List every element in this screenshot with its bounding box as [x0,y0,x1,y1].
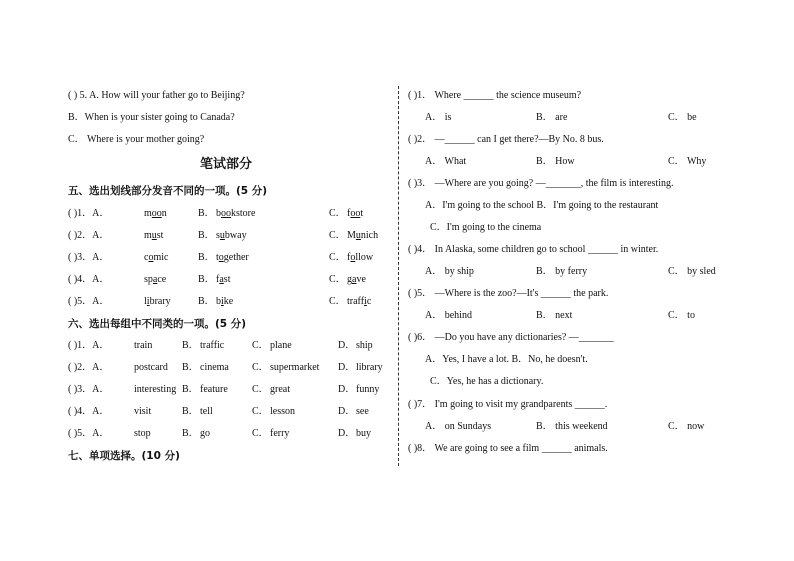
text-fragment: brary [149,296,171,307]
text-fragment: st [156,230,164,241]
text-fragment: u [219,230,225,241]
text-fragment: llow [355,252,374,263]
text-fragment: b [216,296,221,307]
right-q5-options [408,309,738,323]
sec6-row [68,405,388,419]
text-fragment: ( )2．A． [68,230,110,241]
sec6-row [68,339,388,353]
right-q7-stem: ( )7． I'm going to visit my grandparents ______. [408,399,608,410]
sec6-row [68,427,388,441]
text-fragment: b [216,208,221,219]
sec5-row [68,229,388,243]
text-fragment: kstore [231,208,256,219]
text-fragment: B． [198,252,215,263]
text-fragment: f [347,208,351,219]
text-fragment: B． How [536,156,575,167]
right-q7-options [408,420,738,434]
sec5-row [68,295,388,309]
text-fragment: l [144,296,147,307]
text-fragment: B． [182,428,199,439]
text-fragment: ve [356,274,366,285]
text-fragment: D． [338,362,356,373]
text-fragment: ( )5．A． [68,296,110,307]
text-fragment [144,295,171,309]
text-fragment: f [216,274,220,285]
text-fragment: t [360,208,364,219]
right-q3-stem: ( )3． —Where are you going? —_______, the film is interesting. [408,178,674,189]
text-fragment: sp [144,274,153,285]
text-fragment: B． [182,340,199,351]
text-fragment: ship [356,340,373,351]
written-section-title: 笔试部分 [200,157,253,172]
text-fragment: a [152,274,158,285]
text-fragment: tell [200,406,213,417]
text-fragment: B． by ferry [536,266,588,277]
section-7-title: 七、单项选择。(10 分) [68,450,180,462]
text-fragment: buy [356,428,371,439]
text-fragment: m [144,230,152,241]
text-fragment: B． [198,296,215,307]
sec5-row [68,273,388,287]
text-fragment: stop [134,428,151,439]
text-fragment: u [355,230,361,241]
text-fragment: nich [360,230,379,241]
sec5-option-a [144,207,167,221]
text-fragment: ( )4．A． [68,406,110,417]
text-fragment [144,251,168,265]
text-fragment: ferry [270,428,290,439]
text-fragment [144,229,163,243]
text-fragment: ( )4．A． [68,274,110,285]
text-fragment: C． [329,274,346,285]
text-fragment: B． [198,274,215,285]
text-fragment: n [161,208,167,219]
text-fragment: C． [329,252,346,263]
text-fragment [216,229,247,243]
text-fragment: s [216,230,220,241]
text-fragment: oo [221,208,231,219]
text-fragment: great [270,384,290,395]
text-fragment: ( )3．A． [68,252,110,263]
text-fragment: A． by ship [425,266,474,277]
text-fragment [347,229,378,243]
text-fragment: A． on Sundays [425,421,492,432]
text-fragment: u [151,230,157,241]
text-fragment: o [350,252,356,263]
text-fragment: C． [329,208,346,219]
text-fragment: C． Why [668,156,707,167]
text-fragment: lesson [270,406,295,417]
left-q5-option-b: B．When is your sister going to Canada? [68,112,235,123]
text-fragment [216,251,249,265]
text-fragment: traffic [200,340,225,351]
text-fragment: funny [356,384,380,395]
text-fragment: feature [200,384,228,395]
sec6-row [68,383,388,397]
right-q6-stem: ( )6． —Do you have any dictionaries? —_______ [408,332,614,343]
text-fragment: C． [329,230,346,241]
text-fragment [144,273,166,287]
text-fragment: i [221,296,224,307]
text-fragment: D． [338,428,356,439]
text-fragment: B． [182,362,199,373]
section-6-title: 六、选出每组中不同类的一项。(5 分) [68,318,247,330]
text-fragment: D． [338,406,356,417]
sec5-row-number: ( )1．A． [68,208,110,219]
right-q2-options [408,155,738,169]
left-q5-option-c: C． Where is your mother going? [68,134,205,145]
right-q4-options [408,265,738,279]
text-fragment [216,273,230,287]
text-fragment: C． [329,296,346,307]
text-fragment: see [356,406,369,417]
text-fragment: C． to [668,310,695,321]
text-fragment: interesting [134,384,177,395]
text-fragment: c [366,296,372,307]
text-fragment: gether [223,252,249,263]
right-q3-option-c: C．I'm going to the cinema [430,222,542,233]
text-fragment: C． by sled [668,266,716,277]
right-q1-stem: ( )1． Where ______ the science museum? [408,90,582,101]
text-fragment: supermarket [270,362,320,373]
text-fragment: a [219,274,224,285]
text-fragment: library [356,362,383,373]
right-q1-options [408,111,738,125]
text-fragment: c [144,252,149,263]
text-fragment: C． be [668,112,697,123]
text-fragment: i [364,296,367,307]
text-fragment: C． [252,340,269,351]
text-fragment: ke [223,296,234,307]
text-fragment: traff [347,296,365,307]
sec5-option-b [216,207,255,221]
text-fragment: g [347,274,352,285]
text-fragment: B． [198,230,215,241]
text-fragment [347,273,366,287]
text-fragment [347,251,373,265]
sec6-row [68,361,388,375]
text-fragment: B． are [536,112,568,123]
text-fragment: postcard [134,362,168,373]
text-fragment: plane [270,340,292,351]
text-fragment: a [352,274,357,285]
right-q6-option-c: C．Yes, he has a dictionary. [430,376,544,387]
text-fragment: f [347,252,351,263]
text-fragment: C． [252,362,269,373]
text-fragment: o [148,252,154,263]
right-q5-stem: ( )5． —Where is the zoo?—It's ______ the park. [408,288,609,299]
text-fragment: D． [338,384,356,395]
text-fragment: ce [157,274,167,285]
text-fragment: ( )2．A． [68,362,110,373]
text-fragment: visit [134,406,152,417]
text-fragment [347,295,371,309]
section-5-title: 五、选出划线部分发音不同的一项。(5 分) [68,185,268,197]
right-q4-stem: ( )4． In Alaska, some children go to school ______ in winter. [408,244,659,255]
right-q6-options-ab: A．Yes, I have a lot. B．No, he doesn't. [425,354,588,365]
text-fragment: B． [182,384,199,395]
text-fragment: mic [153,252,169,263]
text-fragment: cinema [200,362,229,373]
text-fragment: C． [252,406,269,417]
text-fragment: oo [350,208,361,219]
text-fragment: t [216,252,219,263]
right-q2-stem: ( )2． —______ can I get there?—By No. 8 bus. [408,134,604,145]
right-q3-options-ab: A．I'm going to the school B．I'm going to the restaurant [425,200,659,211]
text-fragment: train [134,340,153,351]
text-fragment: ( )5．A． [68,428,110,439]
text-fragment: ( )1．A． [68,340,110,351]
text-fragment: M [347,230,356,241]
text-fragment: o [218,252,224,263]
text-fragment: B． next [536,310,573,321]
text-fragment: C． now [668,421,705,432]
text-fragment: A． What [425,156,467,167]
right-q8-stem: ( )8． We are going to see a film ______ animals. [408,443,608,454]
column-divider [398,86,399,466]
text-fragment: C． [252,428,269,439]
sec5-option-c [347,207,363,221]
sec5-row [68,251,388,265]
text-fragment: ( )3．A． [68,384,110,395]
text-fragment: go [200,428,210,439]
text-fragment: D． [338,340,356,351]
text-fragment: bway [224,230,247,241]
text-fragment: oo [151,208,162,219]
text-fragment: C． [252,384,269,395]
text-fragment: B． [198,208,215,219]
text-fragment: i [146,296,150,307]
left-q5-stem: ( ) 5. A. How will your father go to Beijing? [68,90,245,101]
text-fragment: B． [182,406,199,417]
text-fragment: A． behind [425,310,472,321]
sec5-row [68,207,388,221]
text-fragment: B． this weekend [536,421,608,432]
text-fragment [216,295,233,309]
text-fragment: st [223,274,231,285]
text-fragment: A． is [425,112,452,123]
text-fragment: m [144,208,152,219]
